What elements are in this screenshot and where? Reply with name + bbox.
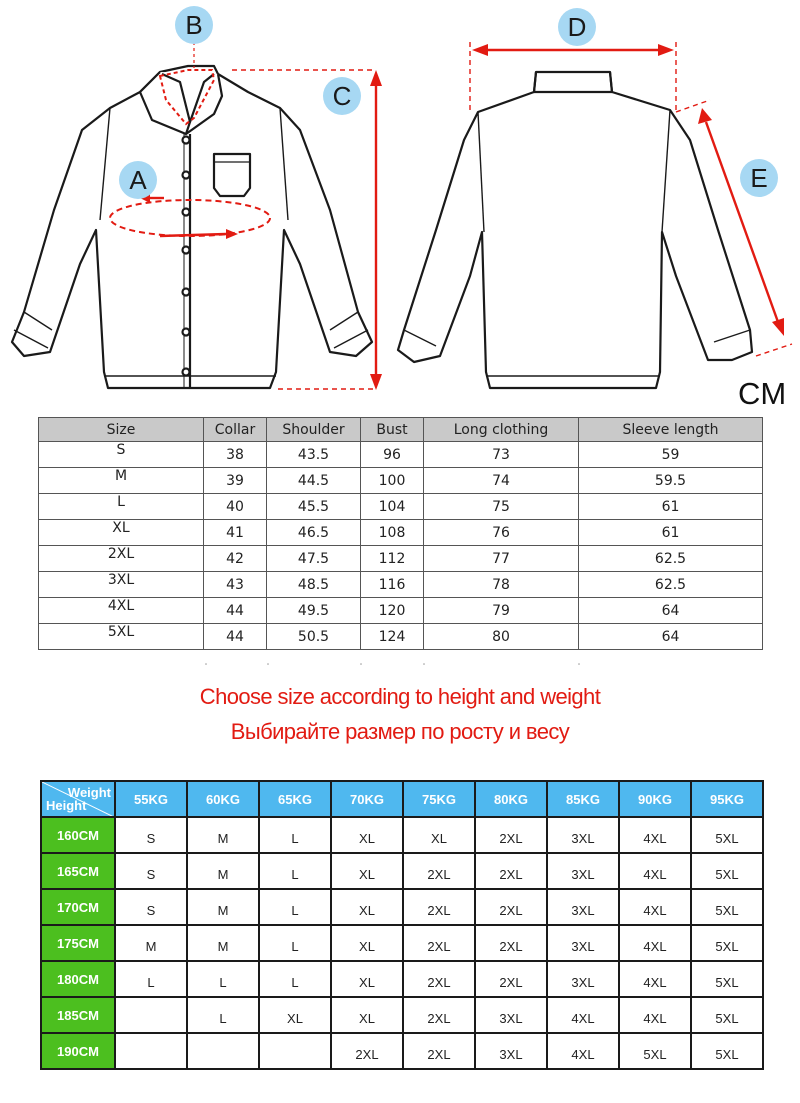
recommended-size-value: M	[217, 830, 229, 846]
label-bubble-b	[175, 6, 213, 44]
height-row	[42, 998, 762, 1032]
recommended-size-value: 3XL	[571, 866, 595, 882]
slogan-russian: Выбирайте размер по росту и весу	[230, 719, 570, 744]
label-bubble-a	[119, 161, 157, 199]
measurement-cell: 59.5	[579, 468, 763, 494]
recommended-size-cell	[548, 998, 618, 1032]
recommended-size-value: 4XL	[643, 974, 667, 990]
measurement-cell: 47.5	[267, 546, 361, 572]
recommended-size-value: M	[217, 866, 229, 882]
size-table-row	[39, 598, 763, 624]
recommended-size-cell	[692, 890, 762, 924]
size-table-header: Long clothing	[424, 418, 579, 442]
recommended-size-value: 3XL	[571, 830, 595, 846]
size-table-row	[39, 624, 763, 650]
corner-height-label: Height	[46, 798, 87, 813]
recommended-size-cell	[692, 998, 762, 1032]
recommended-size-value: S	[146, 830, 156, 846]
measurement-cell: 61	[579, 520, 763, 546]
recommended-size-cell	[188, 998, 258, 1032]
weight-header-cell: 55KG	[116, 782, 186, 816]
recommended-size-value: 3XL	[571, 902, 595, 918]
height-row	[42, 926, 762, 960]
size-table-header: Collar	[204, 418, 267, 442]
recommended-size-value: 5XL	[643, 1046, 667, 1062]
recommended-size-cell	[620, 854, 690, 888]
weight-header-cell: 65KG	[260, 782, 330, 816]
recommended-size-cell	[548, 854, 618, 888]
recommended-size-cell	[260, 1034, 330, 1068]
recommended-size-value: XL	[359, 1010, 375, 1026]
recommended-size-cell	[692, 854, 762, 888]
recommended-size-value: 2XL	[499, 902, 523, 918]
size-name-cell: S	[39, 442, 204, 468]
recommended-size-cell	[404, 962, 474, 996]
measurement-cell: 100	[361, 468, 424, 494]
recommended-size-cell	[404, 890, 474, 924]
recommended-size-value: L	[219, 974, 227, 990]
size-name-cell: XL	[39, 520, 204, 546]
recommended-size-cell	[404, 1034, 474, 1068]
recommended-size-value: 2XL	[499, 974, 523, 990]
recommended-size-value: 2XL	[355, 1046, 379, 1062]
size-name-cell: 2XL	[39, 546, 204, 572]
recommended-size-cell	[620, 998, 690, 1032]
recommended-size-cell	[332, 962, 402, 996]
height-row	[42, 818, 762, 852]
recommended-size-value: 3XL	[499, 1046, 523, 1062]
measurement-cell: 45.5	[267, 494, 361, 520]
size-table-row	[39, 572, 763, 598]
recommended-size-cell	[548, 1034, 618, 1068]
recommended-size-value: 5XL	[715, 1046, 739, 1062]
shirt-measurement-diagram	[0, 0, 800, 410]
separator-dots	[38, 662, 762, 666]
measurement-cell: 61	[579, 494, 763, 520]
recommended-size-cell	[692, 818, 762, 852]
recommended-size-cell	[188, 890, 258, 924]
recommended-size-value: 3XL	[499, 1010, 523, 1026]
recommended-size-value: 2XL	[499, 866, 523, 882]
unit-label: CM	[738, 376, 787, 411]
recommended-size-cell	[476, 998, 546, 1032]
measurement-cell: 75	[424, 494, 579, 520]
height-row	[42, 1034, 762, 1068]
weight-header-cell: 95KG	[692, 782, 762, 816]
measurement-cell: 112	[361, 546, 424, 572]
recommended-size-cell	[404, 998, 474, 1032]
recommended-size-value: 4XL	[571, 1046, 595, 1062]
recommended-size-cell	[332, 1034, 402, 1068]
recommended-size-value: L	[291, 902, 299, 918]
recommended-size-value: XL	[359, 830, 375, 846]
size-name-cell: M	[39, 468, 204, 494]
recommended-size-value: 2XL	[427, 866, 451, 882]
recommended-size-cell	[548, 818, 618, 852]
recommended-size-value: 5XL	[715, 938, 739, 954]
size-name-cell: 3XL	[39, 572, 204, 598]
measurement-cell: 64	[579, 624, 763, 650]
recommended-size-value: 5XL	[715, 902, 739, 918]
recommended-size-value: L	[219, 1010, 227, 1026]
height-header-cell: 185CM	[42, 998, 114, 1032]
recommended-size-value: 4XL	[643, 902, 667, 918]
corner-weight-label: Weight	[67, 785, 111, 800]
recommended-size-value: 2XL	[427, 902, 451, 918]
recommended-size-cell	[404, 926, 474, 960]
recommended-size-cell	[476, 962, 546, 996]
recommended-size-cell	[692, 926, 762, 960]
weight-header-cell: 75KG	[404, 782, 474, 816]
recommended-size-value: 2XL	[499, 830, 523, 846]
measurement-cell: 40	[204, 494, 267, 520]
size-table-row	[39, 442, 763, 468]
recommended-size-cell	[692, 962, 762, 996]
recommended-size-cell	[404, 854, 474, 888]
weight-header-row	[42, 782, 762, 816]
measurement-cell: 59	[579, 442, 763, 468]
recommended-size-cell	[476, 926, 546, 960]
recommended-size-cell	[332, 890, 402, 924]
size-table-row	[39, 520, 763, 546]
recommended-size-value: XL	[431, 830, 447, 846]
recommended-size-cell	[476, 1034, 546, 1068]
size-name-cell: L	[39, 494, 204, 520]
size-table-row	[39, 494, 763, 520]
recommended-size-cell	[116, 926, 186, 960]
recommended-size-value: M	[145, 938, 157, 954]
front-shirt-icon	[12, 66, 372, 388]
measurement-cell: 76	[424, 520, 579, 546]
recommended-size-value: 4XL	[571, 1010, 595, 1026]
recommended-size-value: L	[147, 974, 155, 990]
measurement-cell: 39	[204, 468, 267, 494]
height-header-cell: 160CM	[42, 818, 114, 852]
measurement-cell: 62.5	[579, 546, 763, 572]
recommended-size-value: 5XL	[715, 830, 739, 846]
recommended-size-cell	[260, 962, 330, 996]
recommended-size-cell	[620, 1034, 690, 1068]
size-table-header: Size	[39, 418, 204, 442]
measurement-cell: 124	[361, 624, 424, 650]
recommended-size-value: 2XL	[499, 938, 523, 954]
recommended-size-value: 2XL	[427, 1046, 451, 1062]
recommended-size-value: 2XL	[427, 1010, 451, 1026]
recommended-size-cell	[476, 890, 546, 924]
height-row	[42, 890, 762, 924]
recommended-size-value: XL	[359, 866, 375, 882]
measurement-cell: 104	[361, 494, 424, 520]
recommended-size-cell	[188, 818, 258, 852]
height-header-cell: 170CM	[42, 890, 114, 924]
recommended-size-value: L	[291, 938, 299, 954]
recommended-size-cell	[260, 818, 330, 852]
recommended-size-value: L	[291, 866, 299, 882]
recommended-size-value: 2XL	[427, 938, 451, 954]
label-bubble-c	[323, 77, 361, 115]
recommended-size-cell	[548, 962, 618, 996]
recommended-size-value: M	[217, 938, 229, 954]
size-table-header: Shoulder	[267, 418, 361, 442]
recommended-size-value: S	[146, 866, 156, 882]
weight-header-cell: 60KG	[188, 782, 258, 816]
svg-text:D: D	[567, 12, 587, 42]
size-table-row	[39, 546, 763, 572]
height-header-cell: 165CM	[42, 854, 114, 888]
recommended-size-cell	[260, 926, 330, 960]
weight-header-cell: 90KG	[620, 782, 690, 816]
recommended-size-value: 5XL	[715, 866, 739, 882]
recommended-size-value: XL	[359, 938, 375, 954]
measurement-cell: 42	[204, 546, 267, 572]
size-name-cell: 4XL	[39, 598, 204, 624]
back-shirt-icon	[398, 72, 752, 388]
recommended-size-cell	[116, 998, 186, 1032]
recommended-size-cell	[188, 926, 258, 960]
height-header-cell: 175CM	[42, 926, 114, 960]
measurement-cell: 74	[424, 468, 579, 494]
recommended-size-value: 4XL	[643, 830, 667, 846]
svg-text:E: E	[750, 163, 768, 193]
recommended-size-value: 3XL	[571, 938, 595, 954]
height-header-cell: 180CM	[42, 962, 114, 996]
measurement-cell: 41	[204, 520, 267, 546]
recommended-size-cell	[404, 818, 474, 852]
recommended-size-value: S	[146, 902, 156, 918]
recommended-size-cell	[620, 818, 690, 852]
measurement-cell: 120	[361, 598, 424, 624]
size-table-header-row	[39, 418, 763, 442]
height-header-cell: 190CM	[42, 1034, 114, 1068]
recommended-size-value: 4XL	[643, 866, 667, 882]
measurement-cell: 38	[204, 442, 267, 468]
recommended-size-cell	[476, 854, 546, 888]
measurement-cell: 43	[204, 572, 267, 598]
height-row	[42, 962, 762, 996]
label-bubble-d	[558, 8, 596, 46]
measurement-cell: 48.5	[267, 572, 361, 598]
weight-header-cell: 85KG	[548, 782, 618, 816]
recommended-size-cell	[620, 962, 690, 996]
measurement-cell: 44	[204, 624, 267, 650]
height-row	[42, 854, 762, 888]
measurement-cell: 116	[361, 572, 424, 598]
recommended-size-cell	[116, 818, 186, 852]
recommended-size-value: L	[291, 830, 299, 846]
size-table-row	[39, 468, 763, 494]
svg-text:B: B	[185, 10, 203, 40]
measurement-cell: 79	[424, 598, 579, 624]
recommended-size-cell	[692, 1034, 762, 1068]
svg-text:C: C	[332, 81, 352, 111]
recommended-size-cell	[260, 854, 330, 888]
recommended-size-value: 5XL	[715, 1010, 739, 1026]
measurement-cell: 44	[204, 598, 267, 624]
recommended-size-cell	[260, 998, 330, 1032]
measurement-cell: 73	[424, 442, 579, 468]
recommended-size-cell	[188, 1034, 258, 1068]
measurement-cell: 108	[361, 520, 424, 546]
recommended-size-value: 5XL	[715, 974, 739, 990]
measurement-cell: 80	[424, 624, 579, 650]
size-name-cell: 5XL	[39, 624, 204, 650]
size-measurement-table	[38, 417, 763, 650]
measurement-cell: 50.5	[267, 624, 361, 650]
recommended-size-cell	[332, 926, 402, 960]
recommended-size-value: XL	[359, 902, 375, 918]
recommended-size-cell	[620, 890, 690, 924]
recommended-size-cell	[476, 818, 546, 852]
table-corner-header	[42, 782, 114, 816]
measurement-cell: 78	[424, 572, 579, 598]
measurement-cell: 62.5	[579, 572, 763, 598]
recommended-size-cell	[116, 890, 186, 924]
recommended-size-cell	[332, 854, 402, 888]
size-table-header: Bust	[361, 418, 424, 442]
recommended-size-value: 4XL	[643, 1010, 667, 1026]
measurement-cell: 96	[361, 442, 424, 468]
recommended-size-value: M	[217, 902, 229, 918]
label-bubble-e	[740, 159, 778, 197]
recommended-size-value: 3XL	[571, 974, 595, 990]
recommended-size-cell	[116, 962, 186, 996]
size-table-header: Sleeve length	[579, 418, 763, 442]
weight-header-cell: 70KG	[332, 782, 402, 816]
measurement-cell: 43.5	[267, 442, 361, 468]
recommended-size-cell	[116, 1034, 186, 1068]
recommended-size-value: XL	[359, 974, 375, 990]
weight-header-cell: 80KG	[476, 782, 546, 816]
recommended-size-cell	[332, 818, 402, 852]
recommended-size-cell	[188, 962, 258, 996]
recommended-size-value: XL	[287, 1010, 303, 1026]
recommended-size-value: 4XL	[643, 938, 667, 954]
svg-text:A: A	[129, 165, 147, 195]
measurement-cell: 77	[424, 546, 579, 572]
recommended-size-cell	[260, 890, 330, 924]
recommended-size-cell	[548, 890, 618, 924]
measurement-cell: 46.5	[267, 520, 361, 546]
recommended-size-cell	[548, 926, 618, 960]
measurement-cell: 64	[579, 598, 763, 624]
recommended-size-cell	[332, 998, 402, 1032]
recommended-size-cell	[188, 854, 258, 888]
recommended-size-value: L	[291, 974, 299, 990]
recommended-size-cell	[116, 854, 186, 888]
measurement-cell: 49.5	[267, 598, 361, 624]
slogan-english: Choose size according to height and weight	[199, 684, 601, 709]
height-weight-size-table	[40, 780, 764, 1070]
recommended-size-cell	[620, 926, 690, 960]
recommended-size-value: 2XL	[427, 974, 451, 990]
measurement-cell: 44.5	[267, 468, 361, 494]
